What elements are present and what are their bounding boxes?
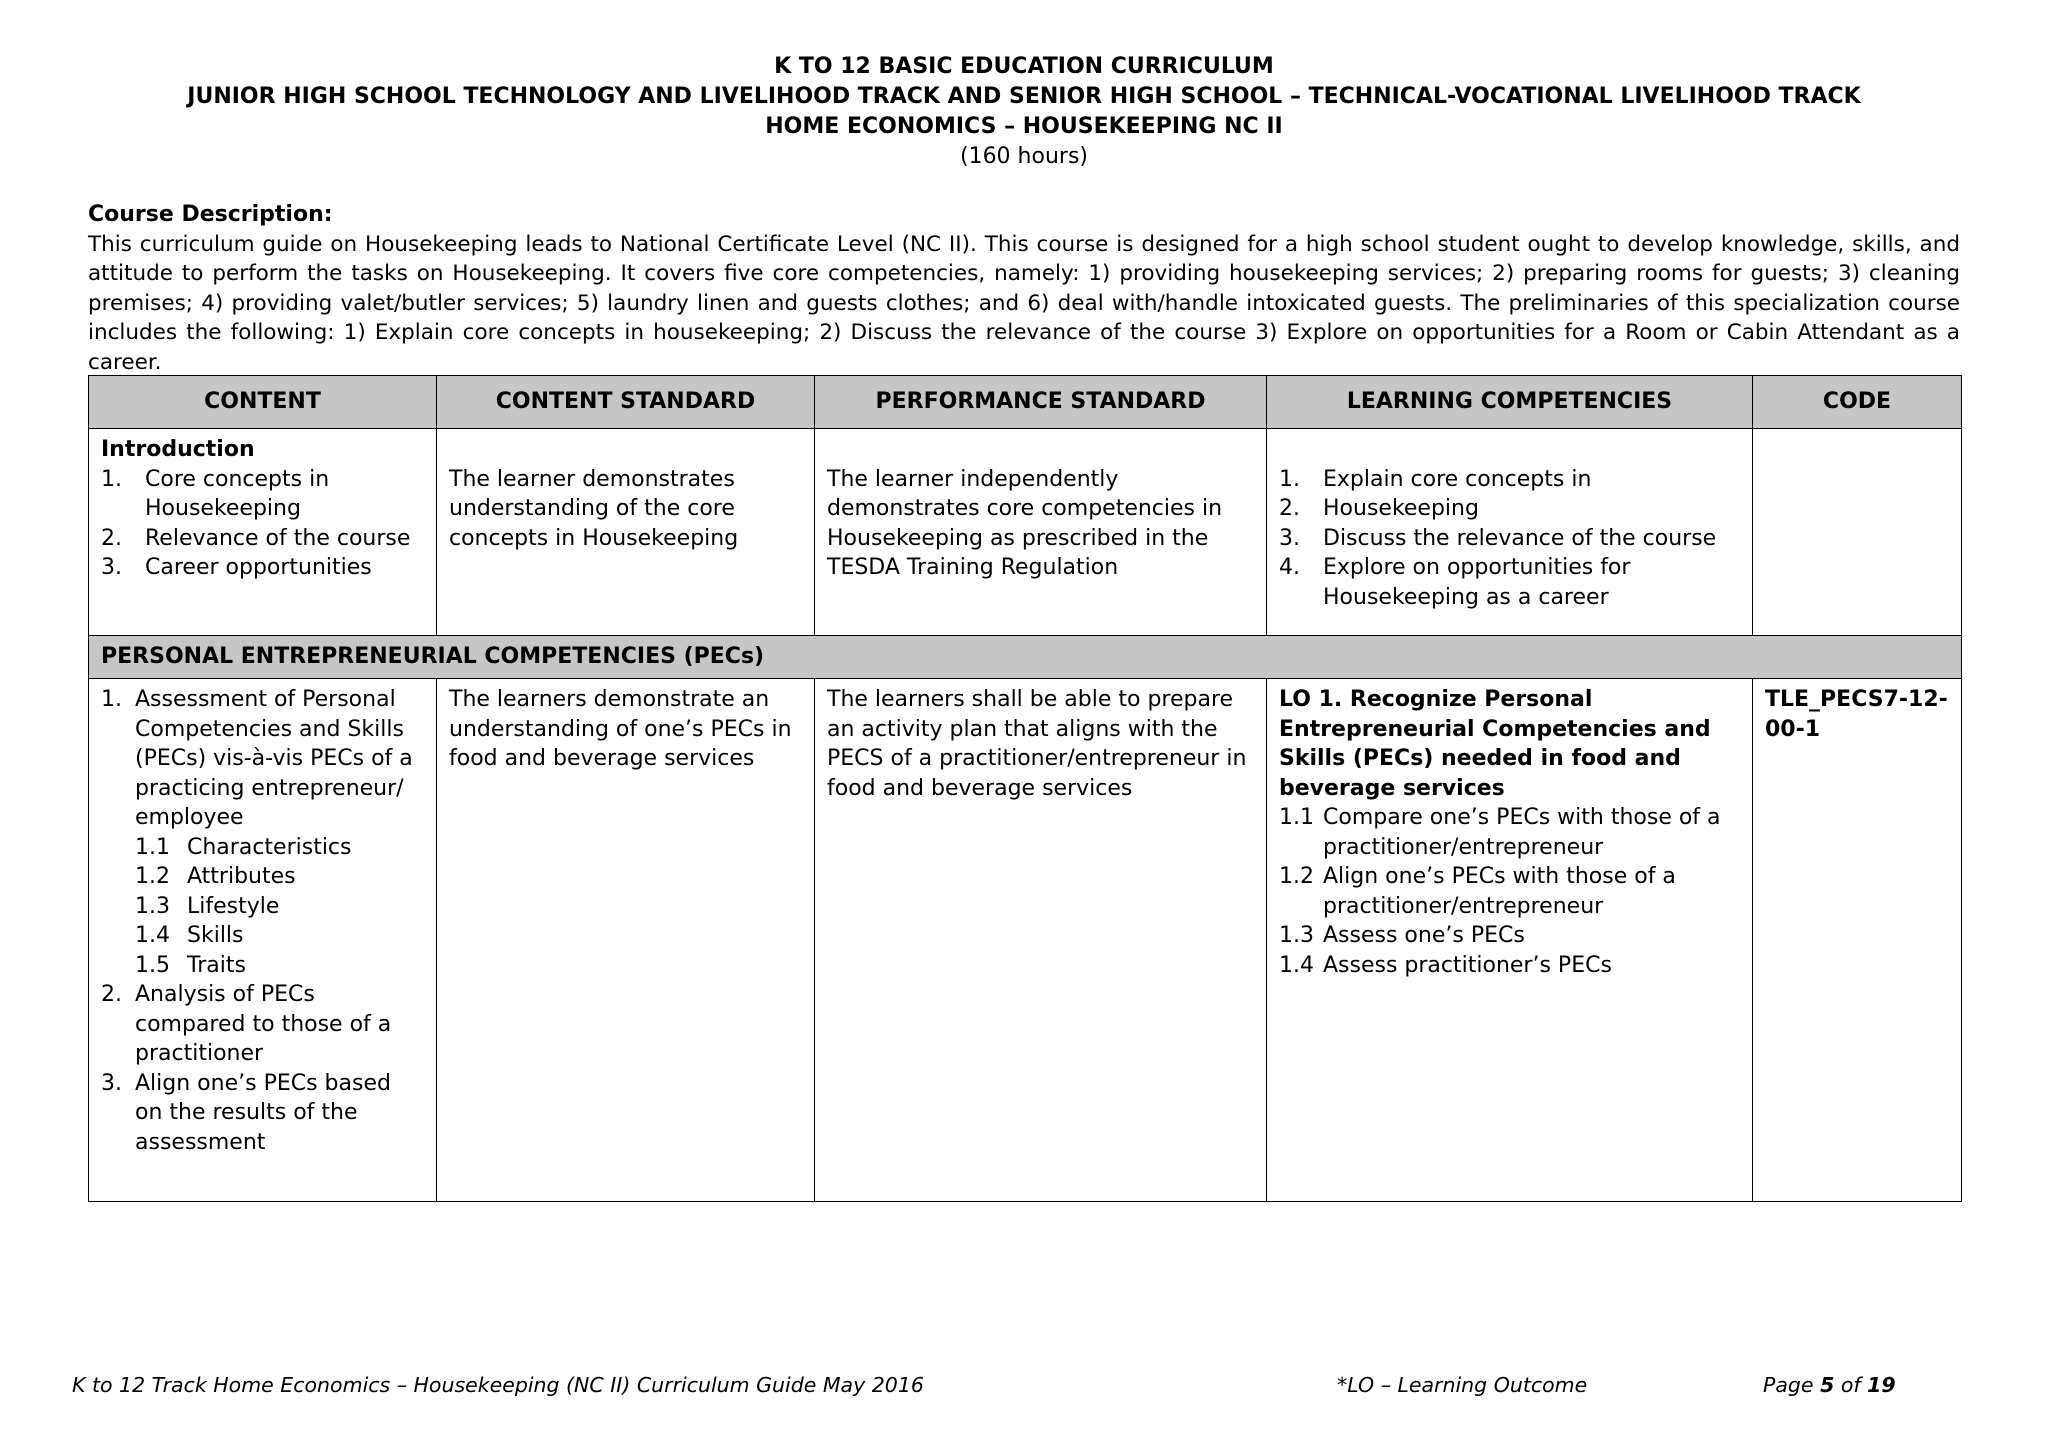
page-prefix: Page xyxy=(1763,1373,1821,1397)
learning-outcome-title: LO 1. Recognize Personal Entrepreneurial Competencies and Skills (PECs) needed in food and beverage services xyxy=(1279,687,1711,801)
list-item xyxy=(1279,553,1740,612)
list-item xyxy=(101,465,424,524)
list-number: 3. xyxy=(1279,525,1300,551)
curriculum-table xyxy=(88,375,1962,1202)
header-code: CODE xyxy=(1753,376,1962,429)
table-header-row xyxy=(89,376,1962,429)
list-item xyxy=(1279,465,1740,495)
list-number: 1.5 xyxy=(135,952,170,978)
list-text: Assessment of Personal Competencies and Skills (PECs) vis-à-vis PECs of a practicing entrepreneur/ employee xyxy=(135,687,413,830)
intro-competencies-list xyxy=(1279,465,1740,613)
header-performance-standard: PERFORMANCE STANDARD xyxy=(815,376,1267,429)
list-number: 1. xyxy=(101,687,122,712)
header-content: CONTENT xyxy=(89,376,437,429)
pec-sub-list xyxy=(101,833,424,981)
list-item xyxy=(1279,524,1740,554)
page-of: of xyxy=(1834,1373,1868,1397)
list-number: 2. xyxy=(101,525,122,551)
list-number: 2. xyxy=(1279,496,1300,521)
list-text: Analysis of PECs compared to those of a practitioner xyxy=(135,982,392,1066)
pec-content-standard: The learners demonstrate an understanding of one’s PECs in food and beverage services xyxy=(449,687,792,771)
list-text: Align one’s PECs with those of a practitioner/entrepreneur xyxy=(1323,864,1676,919)
intro-performance-standard-cell xyxy=(815,429,1267,636)
list-text: Assess practitioner’s PECs xyxy=(1323,952,1612,978)
page-current: 5 xyxy=(1820,1373,1835,1397)
competency-code: TLE_PECS7-12-00-1 xyxy=(1765,687,1948,742)
section-row xyxy=(89,636,1962,679)
footer-lo-note: *LO – Learning Outcome xyxy=(1337,1373,1588,1397)
list-text: Career opportunities xyxy=(145,555,372,580)
list-number: 1.3 xyxy=(135,893,170,919)
list-text: Assess one’s PECs xyxy=(1323,923,1525,948)
list-text: Discuss the relevance of the course xyxy=(1323,525,1717,551)
course-description-title: Course Description: xyxy=(88,202,333,227)
section-title: PERSONAL ENTREPRENEURIAL COMPETENCIES (PECs) xyxy=(89,636,1962,679)
intro-performance-standard: The learner independently demonstrates core competencies in Housekeeping as prescribed in the TESDA Training Regulation xyxy=(827,466,1223,580)
list-item xyxy=(1279,862,1740,921)
list-item xyxy=(135,892,424,922)
pec-performance-standard: The learners shall be able to prepare an activity plan that aligns with the PECS of a practitioner/entrepreneur in food and beverage services xyxy=(827,687,1247,801)
course-description xyxy=(88,200,1960,377)
list-text: Explore on opportunities for Housekeeping as a career xyxy=(1323,555,1631,610)
list-number: 1.3 xyxy=(1279,923,1314,948)
list-number: 3. xyxy=(101,555,122,580)
list-text: Align one’s PECs based on the results of the assessment xyxy=(135,1070,391,1155)
intro-code-cell xyxy=(1753,429,1962,636)
intro-competencies-cell xyxy=(1267,429,1753,636)
list-item xyxy=(1279,803,1740,862)
list-number: 1.1 xyxy=(135,834,170,860)
pec-content-list-continued xyxy=(101,980,424,1157)
intro-content-cell xyxy=(89,429,437,636)
pec-competencies-cell xyxy=(1267,679,1753,1202)
list-number: 1.2 xyxy=(135,864,170,889)
intro-content-standard: The learner demonstrates understanding of the core concepts in Housekeeping xyxy=(449,466,739,551)
list-text: Skills xyxy=(187,923,244,948)
list-item xyxy=(101,685,424,833)
list-number: 1. xyxy=(101,466,122,492)
list-number: 2. xyxy=(101,982,122,1007)
pec-performance-standard-cell xyxy=(815,679,1267,1202)
course-title: HOME ECONOMICS – HOUSEKEEPING NC II xyxy=(765,114,1283,139)
header-learning-competencies: LEARNING COMPETENCIES xyxy=(1267,376,1753,429)
table-row xyxy=(89,429,1962,636)
learning-outcome-list xyxy=(1279,803,1740,980)
list-number: 1.4 xyxy=(1279,952,1314,978)
list-item xyxy=(1279,494,1740,524)
list-item xyxy=(135,951,424,981)
table-row xyxy=(89,679,1962,1202)
footer-page-number xyxy=(1763,1373,1896,1397)
footer-guide-title: K to 12 Track Home Economics – Housekeeping (NC II) Curriculum Guide May 2016 xyxy=(72,1373,924,1397)
list-item xyxy=(101,553,424,583)
list-text: Relevance of the course xyxy=(145,525,411,551)
list-number: 1.1 xyxy=(1279,805,1314,830)
list-number: 1. xyxy=(1279,466,1300,492)
list-item xyxy=(135,921,424,951)
list-text: Housekeeping xyxy=(1323,496,1479,521)
list-text: Compare one’s PECs with those of a practitioner/entrepreneur xyxy=(1323,805,1721,860)
list-item xyxy=(101,980,424,1069)
curriculum-title: K TO 12 BASIC EDUCATION CURRICULUM xyxy=(774,54,1274,79)
intro-content-list xyxy=(101,465,424,583)
list-number: 3. xyxy=(101,1070,122,1096)
list-text: Attributes xyxy=(187,864,296,889)
pec-content-cell xyxy=(89,679,437,1202)
course-description-last-line: includes the following: 1) Explain core concepts in housekeeping; 2) Discuss the relevance of the course 3) Explore on opportunities for a Room or Cabin Attendant as a career. xyxy=(88,320,1960,375)
track-title: JUNIOR HIGH SCHOOL TECHNOLOGY AND LIVELIHOOD TRACK AND SENIOR HIGH SCHOOL – TECHNICAL-VOCATIONAL LIVELIHOOD TRACK xyxy=(187,84,1861,109)
list-text: Lifestyle xyxy=(187,893,280,919)
list-item xyxy=(135,833,424,863)
course-hours: (160 hours) xyxy=(959,144,1088,169)
pec-content-standard-cell xyxy=(437,679,815,1202)
document-header xyxy=(0,52,2048,172)
page-total: 19 xyxy=(1867,1373,1896,1397)
list-number: 1.4 xyxy=(135,923,170,948)
list-text: Characteristics xyxy=(187,834,352,860)
list-item xyxy=(101,1069,424,1158)
list-number: 1.2 xyxy=(1279,864,1314,889)
intro-title: Introduction xyxy=(101,437,255,462)
list-item xyxy=(135,862,424,892)
list-text: Traits xyxy=(187,952,246,978)
header-content-standard: CONTENT STANDARD xyxy=(437,376,815,429)
intro-content-standard-cell xyxy=(437,429,815,636)
course-description-body xyxy=(88,230,1960,378)
pec-code-cell xyxy=(1753,679,1962,1202)
list-text: Core concepts in Housekeeping xyxy=(145,466,330,521)
list-item xyxy=(1279,951,1740,981)
course-description-text: This curriculum guide on Housekeeping leads to National Certificate Level (NC II). This course is designed for a high school student ought to develop knowledge, skills, and attitude to perform the tasks on Housekeeping. It covers five core competencies, namely: 1) providing housekeeping services; 2) preparing rooms for guests; 3) cleaning premises; 4) providing valet/butler services; 5) laundry linen and guests clothes; and 6) deal with/handle intoxicated guests. The preliminaries of this specialization course xyxy=(88,231,1960,316)
list-item xyxy=(101,524,424,554)
pec-content-list xyxy=(101,685,424,833)
list-item xyxy=(1279,921,1740,951)
list-number: 4. xyxy=(1279,555,1300,580)
list-text: Explain core concepts in xyxy=(1323,466,1592,492)
